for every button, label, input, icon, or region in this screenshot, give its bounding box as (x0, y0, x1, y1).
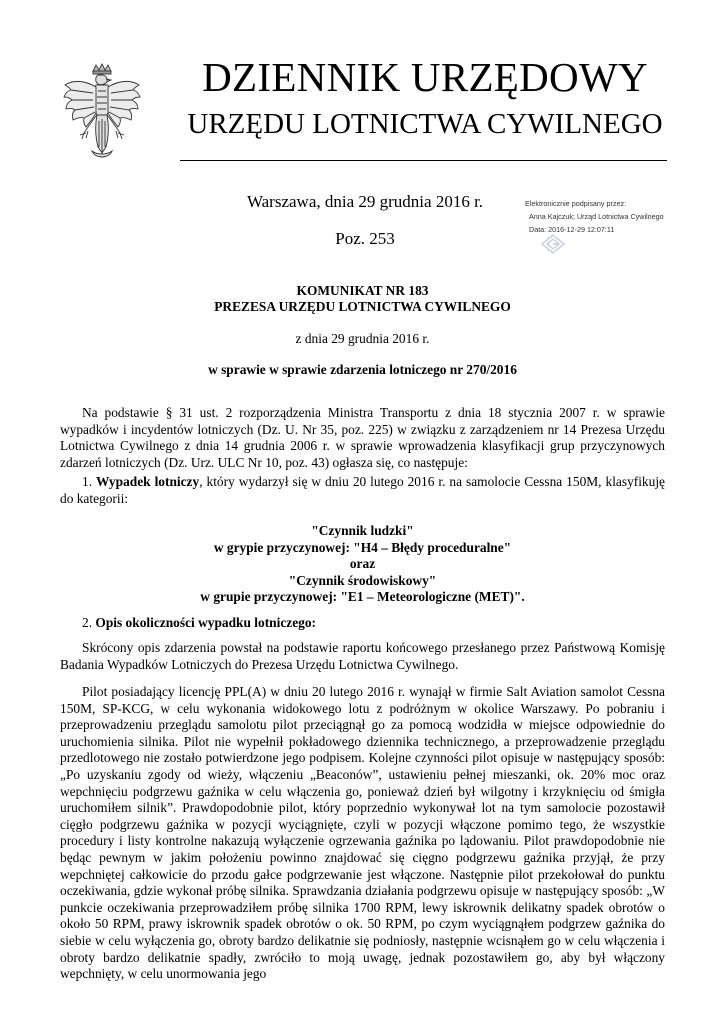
category-line-5: w grupie przyczynowej: "E1 – Meteorologiczne (MET)". (200, 589, 525, 605)
point1-paragraph (60, 474, 665, 507)
point1-rest: , który wydarzył się w dniu 20 lutego 2016 r. na samolocie Cessna 150M, klasyfikuję do kategorii: (60, 474, 665, 506)
point2-heading (82, 614, 316, 632)
pilot-text: Pilot posiadający licencję PPL(A) w dniu 20 lutego 2016 r. wynajął w firmie Salt Aviation samolot Cessna 150M, SP-KCG, w celu wykonania widokowego lotu z podróżnym w okolice Warszawy. Po pobraniu i przeprowadzeniu przeglądu samolotu pilot przeciągnął go za pomocą wodzidła w miejsce odpowiednie do uruchomienia silnika. Pilot nie wypełnił pokładowego dziennika technicznego, a przeprowadzenie przeglądu przedlotowego nie zostało potwierdzone jego podpisem. Kolejne czynności pilot opisuje w następujący sposób: „Po uzyskaniu zgody od wieży, włączeniu „Beaconów”, ustawieniu pełnej mieszanki, ok. 20% moc oraz wepchnięciu podgrzewu gaźnika w celu włączenia go, ponieważ dzień był wilgotny i krzyknięciu od śmigła uruchomiłem silnik”. Prawdopodobnie pilot, który poprzednio wykonywał lot na tym samolocie pozostawił cięgło podgrzewu gaźnika w pozycji wyciągnięte, czyli w pozycji włączone pomimo tego, że wszystkie procedury i listy kontrolne nakazują wyłączenie ogrzewania gaźnika po lądowaniu. Pilot prawdopodobnie nie będąc pewnym w jakim położeniu powinno znajdować się cięgno podgrzewu gaźnika przyjął, że przy wepchniętej całkowicie do przodu gałce podgrzewanie jest włączone. Następnie pilot przekołował do punktu oczekiwania, gdzie wykonał próbę silnika. Sprawdzania działania podgrzewu opisuje w następujący sposób: „W punkcie oczekiwania przeprowadziłem próbę silnika 1700 RPM, lewy iskrownik delikatny spadek obrotów o około 50 RPM, prawy iskrownik spadek obrotów o ok. 50 RPM, po czym wyciągnąłem podgrzew gaźnika do siebie w celu wyłączenia go, obroty bardzo delikatnie się podniosły, następnie wcisnąłem go w celu włączenia i obroty bardzo delikatnie spadły, zwróciło to moją uwagę, jednak pozostawiłem go, aby był włączony wepchnięty, w celu unormowania jego (60, 684, 665, 982)
masthead-title: DZIENNIK URZĘDOWY (202, 54, 648, 100)
category-line-4: "Czynnik środowiskowy" (288, 572, 437, 588)
issue-position: Poz. 253 (335, 229, 395, 248)
electronic-signature-block (525, 197, 715, 236)
category-line-3: oraz (349, 556, 376, 572)
document-date-line: z dnia 29 grudnia 2016 r. (295, 331, 430, 346)
classification-categories (60, 523, 665, 606)
document-title-line2: PREZESA URZĘDU LOTNICTWA CYWILNEGO (214, 299, 511, 314)
document-subject: w sprawie w sprawie zdarzenia lotniczego nr 270/2016 (208, 362, 517, 377)
point2-heading-text: Opis okoliczności wypadku lotniczego: (95, 615, 316, 630)
point2-number: 2. (82, 615, 93, 630)
intro-text: Na podstawie § 31 ust. 2 rozporządzenia Ministra Transportu z dnia 18 stycznia 2007 r. w sprawie wypadków i incydentów lotniczych (Dz. U. Nr 35, poz. 225) w związku z zarządzeniem nr 14 Prezesa Urzędu Lotnictwa Cywilnego z dnia 14 grudnia 2006 r. w sprawie wprowadzenia klasyfikacji grup przyczynowych zdarzeń lotniczych (Dz. Urz. ULC Nr 10, poz. 43) ogłasza się, co następuje: (60, 405, 665, 470)
point1-number: 1. (82, 474, 93, 489)
masthead-subtitle: URZĘDU LOTNICTWA CYWILNEGO (187, 108, 663, 140)
issue-place-date: Warszawa, dnia 29 grudnia 2016 r. (246, 192, 484, 211)
category-line-2: w grypie przyczynowej: "H4 – Błędy proceduralne" (213, 539, 512, 555)
point1-bold: Wypadek lotniczy (96, 474, 200, 489)
summary-paragraph (60, 640, 665, 673)
polish-eagle-emblem-icon (62, 63, 142, 167)
signature-label: Elektronicznie podpisany przez: (525, 199, 627, 208)
document-title-line1: KOMUNIKAT NR 183 (296, 283, 429, 298)
point1-text (60, 474, 665, 507)
intro-paragraph (60, 405, 665, 471)
signature-signer: Anna Kajczuk; Urząd Lotnictwa Cywilnego (529, 212, 664, 221)
summary-text: Skrócony opis zdarzenia powstał na podstawie raportu końcowego przesłanego przez Państwową Komisję Badania Wypadków Lotniczych do Prezesa Urzędu Lotnictwa Cywilnego. (60, 640, 665, 672)
signature-date: Data: 2016-12-29 12:07:11 (529, 225, 615, 234)
category-line-1: "Czynnik ludzki" (311, 523, 414, 538)
signature-seal-icon (538, 232, 568, 256)
masthead-divider (180, 160, 667, 161)
pilot-paragraph (60, 684, 665, 983)
